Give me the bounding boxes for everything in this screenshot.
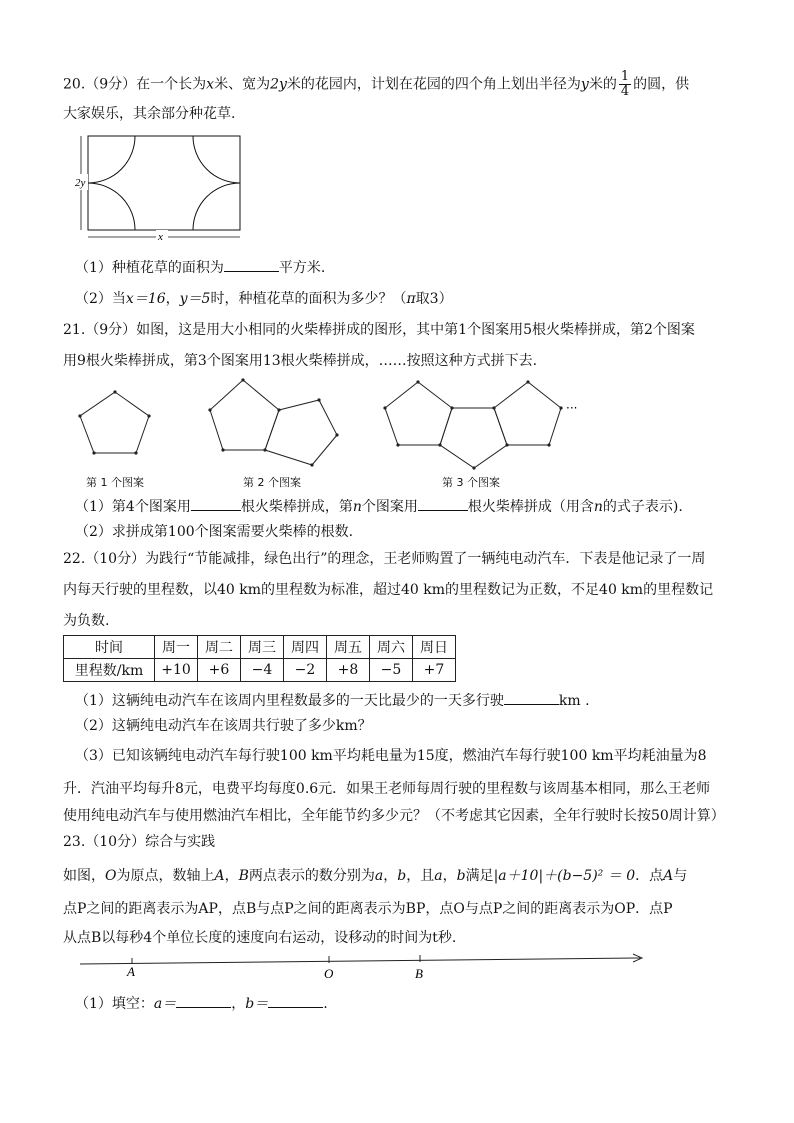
table-row: 时间 周一 周二 周三 周四 周五 周六 周日 [64,636,456,659]
quarter-circle-br [193,183,240,230]
q22-sub1: （1）这辆纯电动汽车在该周内里程数最多的一天比最少的一天多行驶 km . [75,690,590,711]
q20-var-x: x [206,76,215,93]
ellipsis: ··· [566,401,578,415]
q20-var-2y: 2y [270,76,287,93]
q23-line1: 如图，O为原点，数轴上A，B两点表示的数分别为a，b，且a，b满足|a＋10|＋(b−5)² ＝ 0．点A与 [63,868,688,884]
q20-fraction: $\frac{1}{4}$ [620,69,630,99]
q22-sub2: （2）这辆纯电动汽车在该周共行驶了多少km？ [75,718,372,734]
q22-line2: 内每天行驶的里程数，以40 km的里程数为标准，超过40 km的里程数记为正数，不足40 km的里程数记 [63,582,714,598]
q21-sub2: （2）求拼成第100个图案需要火柴棒的根数. [75,524,354,540]
pattern-1 [80,392,149,453]
answer-blank[interactable] [176,993,231,1008]
mileage-table [63,635,456,682]
table-row: 里程数/km +10 +6 −4 −2 +8 −5 +7 [64,659,456,682]
number-line [80,950,650,990]
caption-pattern-2: 第 2 个图案 [243,476,301,489]
quarter-circle-tl [88,136,135,183]
q22-line1: 22.（10分）为践行“节能减排，绿色出行”的理念，王老师购置了一辆纯电动汽车．下表是他记录了一周 [63,551,706,567]
answer-blank[interactable] [224,257,279,272]
answer-blank[interactable] [504,690,559,705]
q20-text: 米的 [588,76,617,93]
q20-var-y: y [580,76,589,93]
q22-sub3-line2: 升．汽油平均每升8元，电费平均每度0.6元．如果王老师每周行驶的里程数与该周基本相同，那么王老师 [63,781,711,797]
q23-line3: 从点B以每秒4个单位长度的速度向右运动，设移动的时间为t秒. [63,930,457,946]
pattern-3-dots [383,380,562,469]
q22-sub3-line1: （3）已知该辆纯电动汽车每行驶100 km平均耗电量为15度，燃油汽车每行驶100 km平均耗油量为8 [75,748,707,764]
caption-pattern-3: 第 3 个图案 [442,476,500,489]
answer-blank[interactable] [268,993,323,1008]
axis-label-O: O [324,966,334,981]
q20-text: 米、宽为 [214,76,271,93]
q21-line1: 21.（9分）如图，这是用大小相同的火柴棒拼成的图形，其中第1个图案用5根火柴棒拼成，第2个图案 [63,322,695,338]
q21-pentagon-figures [0,370,794,490]
q21-sub1: （1）第4个图案用 根火柴棒拼成，第n个图案用 根火柴棒拼成（用含n的式子表示). [75,496,683,517]
quarter-circle-tr [193,136,240,183]
axis-line [80,958,640,964]
q20-text: 米的花园内，计划在花园的四个角上划出半径为 [286,76,581,93]
q20-sub2: （2）当x＝16，y＝5时，种植花草的面积为多少？（π取3） [75,291,453,307]
pattern-3 [385,382,561,468]
label-x: x [158,231,163,243]
q23-title: 23.（10分）综合与实践 [63,834,216,850]
axis-label-A: A [127,964,135,979]
garden-rect [88,136,240,230]
q20-text: 的圆，供 [633,76,690,93]
q23-line2: 点P之间的距离表示为AP，点B与点P之间的距离表示为BP，点O与点P之间的距离表示为OP．点P [63,901,673,917]
q20-sub1: （1）种植花草的面积为 平方米. [75,257,325,278]
q22-line3: 为负数. [63,613,110,629]
q21-line2: 用9根火柴棒拼成，第3个图案用13根火柴棒拼成，……按照这种方式拼下去. [63,353,538,369]
q20-text: 20.（9分）在一个长为 [63,76,207,93]
answer-blank[interactable] [191,496,241,511]
axis-label-B: B [415,966,423,981]
q23-sub1: （1）填空：a＝ ，b＝ . [75,993,328,1014]
pattern-1-dots [78,390,150,454]
label-2y: 2y [75,177,86,189]
equation: |a＋10|＋(b−5)² ＝ 0 [493,868,636,884]
answer-blank[interactable] [418,496,468,511]
pattern-2 [210,380,337,465]
quarter-circle-bl [88,183,135,230]
pattern-2-dots [208,378,338,466]
q20-line1 [63,70,689,99]
caption-pattern-1: 第 1 个图案 [86,476,144,489]
q20-garden-figure [74,132,244,244]
q22-sub3-line3: 使用纯电动汽车与使用燃油汽车相比，全年能节约多少元？（不考虑其它因素，全年行驶时长按50周计算） [63,808,725,824]
q20-line2: 大家娱乐，其余部分种花草. [63,106,236,122]
